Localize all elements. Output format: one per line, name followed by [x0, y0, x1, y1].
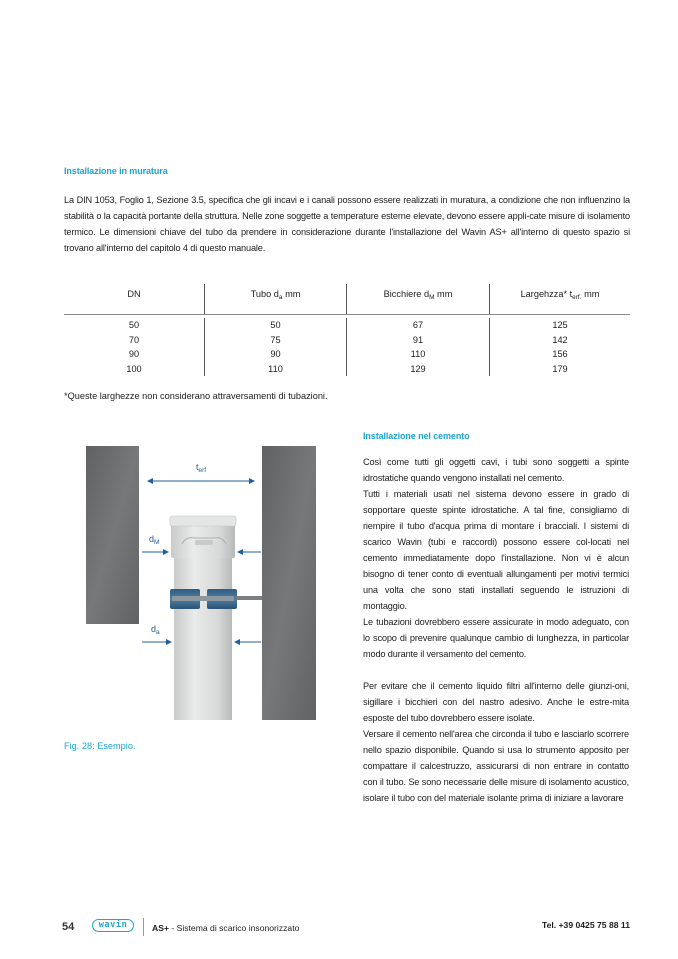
footer-title-bold: AS+ [152, 923, 169, 933]
terf-label [196, 462, 206, 474]
table-body [64, 315, 630, 376]
table-cell: 110 [410, 349, 426, 359]
footer-title [152, 923, 299, 933]
section-heading-cemento: Installazione nel cemento [363, 431, 470, 441]
terf-label-text: t [196, 462, 199, 472]
pipe-installation-figure [86, 444, 316, 720]
table-cell: 90 [128, 349, 140, 359]
right-wall [262, 446, 316, 720]
header-text: Largehzza* t [520, 289, 573, 299]
paragraph: Versare il cemento nell'area che circonda il tubo e lasciarlo scorrere nello spazio disponibile. Quando si usa lo strumento apposito per compattare il calcestruzzo, assicurarsi di non entrare in contatto con il tubo. Se sono necessarie delle misure di isolamento acustico, isolare il tubo con del materiale isolante prima di iniziare a lavorare [363, 729, 629, 803]
table-cell: 125 [552, 320, 568, 330]
paragraph: Così come tutti gli oggetti cavi, i tubi sono soggetti a spinte idrostatiche quando vengono installati nel cemento. [363, 457, 629, 483]
table-cell: 142 [552, 334, 568, 345]
table-cell: 50 [128, 320, 140, 330]
header-text: DN [127, 289, 141, 299]
da-label-sub: a [156, 629, 160, 636]
table-header-dn [64, 284, 204, 314]
header-subscript: a [278, 294, 283, 301]
paragraph: Le tubazioni dovrebbero essere assicurate in modo adeguato, con lo scopo di prevenire qualunque cambio di lunghezza, in particolar modo durante il versamento del cemento. [363, 617, 629, 659]
pipe-body [174, 544, 232, 720]
table-cell: 110 [268, 363, 283, 374]
table-header-tubo [204, 284, 346, 314]
table-cell: 156 [552, 349, 568, 359]
header-subscript: M [429, 294, 435, 301]
pipe-illustration [86, 444, 316, 720]
table-cell: 67 [412, 320, 424, 330]
paragraph: Tutti i materiali usati nel sistema devono essere in grado di sopportare queste spinte idrostatiche. A tal fine, consigliamo di riempire il tubo d'acqua prima di montare i bracciali. I sistemi di scarico Wavin (tubi e raccordi) possono essere col-locati nel cemento immediatamente dopo l'installazione. Non vi è alcun bisogno di tener conto di eventuali allungamenti per motivi termici una volta che sono stati installati seguendo le istruzioni di montaggio. [363, 489, 629, 611]
section-cemento [363, 431, 629, 806]
da-label [151, 624, 160, 636]
footer-divider [143, 918, 144, 936]
header-unit: mm [581, 289, 600, 299]
table-cell: 50 [270, 320, 281, 330]
paragraph-muratura [64, 192, 630, 256]
table-cell: 70 [128, 334, 140, 345]
wavin-logo: wavin [92, 919, 134, 932]
page-number: 54 [62, 921, 75, 933]
header-text: Bicchiere d [383, 289, 430, 299]
left-wall [86, 446, 139, 624]
header-subscript: erf. [572, 294, 582, 301]
table-header-bicchiere [346, 284, 489, 314]
table-cell: 75 [270, 334, 281, 345]
footer-title-rest: - Sistema di scarico insonorizzato [168, 923, 300, 933]
table-footnote: *Queste larghezze non considerano attraversamenti di tubazioni. [64, 391, 328, 401]
table-cell: 91 [412, 334, 424, 345]
table-header-row [64, 284, 630, 315]
da-label-text: d [151, 624, 157, 634]
table-column-dn [64, 318, 204, 376]
clamp-rod [236, 596, 262, 600]
table-header-larghezza [489, 284, 630, 314]
table-column-bicchiere [346, 318, 489, 376]
dm-label [149, 534, 159, 546]
terf-label-sub: erf [198, 467, 207, 474]
table-column-larghezza [489, 318, 630, 376]
figure-caption: Fig. 28: Esempio. [64, 741, 136, 751]
header-unit: mm [434, 289, 453, 299]
table-cell: 129 [410, 363, 426, 374]
table-cell: 179 [552, 363, 568, 374]
table-cell: 100 [126, 363, 142, 374]
paragraphs-cemento [363, 454, 629, 806]
header-text: Tubo d [250, 289, 279, 299]
dm-label-sub: M [154, 539, 160, 546]
paragraph-muratura-text: La DIN 1053, Foglio 1, Sezione 3.5, specifica che gli incavi e i canali possono essere realizzati in muratura, a condizione che non influenzino la stabilità o la capacità portante della struttura. Nelle zone soggette a temperature esterne elevate, devono essere appli-cate misure di isolamento termico. Le dimensioni chiave del tubo da prendere in considerazione durante l'installazione del Wavin AS+ all'interno di questo spazio si trovano all'interno del capitolo 4 di questo manuale. [64, 195, 630, 253]
footer-phone: Tel. +39 0425 75 88 11 [541, 920, 630, 930]
section-heading-muratura: Installazione in muratura [64, 166, 168, 176]
dimensions-table [64, 284, 630, 376]
header-unit: mm [282, 289, 301, 299]
table-cell: 90 [270, 349, 281, 359]
dm-label-text: d [149, 534, 155, 544]
page-footer [62, 918, 630, 938]
table-column-tubo [204, 318, 346, 376]
paragraph: Per evitare che il cemento liquido filtri all'interno delle giunzi-oni, sigillare i bicchieri con del nastro adesivo. Anche le estre-mita esposte del tubo dovrebbero essere isolate. [363, 681, 629, 723]
